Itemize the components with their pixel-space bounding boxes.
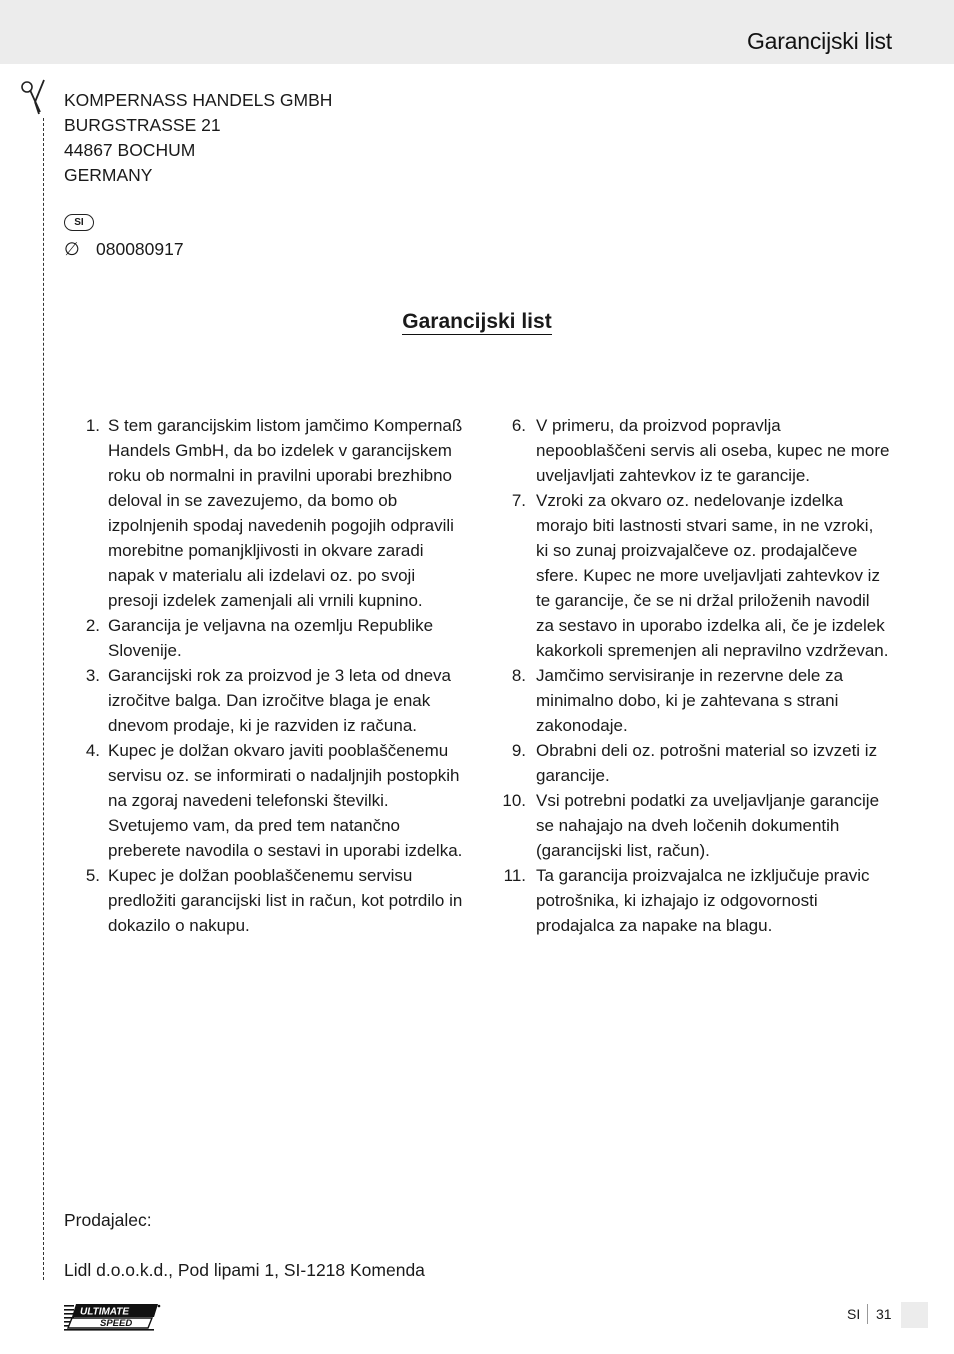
term-text: Vsi potrebni podatki za uveljavljanje garancije se nahajajo na dveh ločenih dokumentih (garancijski list, račun). (536, 791, 880, 860)
address-line: KOMPERNASS HANDELS GMBH (64, 90, 333, 110)
term-number: 9. (511, 741, 526, 760)
term-text: Vzroki za okvaro oz. nedelovanje izdelka morajo biti lastnosti stvari same, in ne vzroki, ki so zunaj proizvajalčeve oz. prodajalčeve sfere. Kupec ne more uveljavljati zahtevkov iz te garancije, če se ni držal priloženih navodil za sestavo in uporabo izdelka ali, če je izdelek kakorkoli spremenjen ali nepravilno vzdrževan. (536, 491, 889, 660)
term-item (488, 788, 890, 863)
address-line: BURGSTRASSE 21 (64, 115, 221, 135)
scissors-icon (18, 78, 48, 118)
brand-logo-line1: ULTIMATE (80, 1306, 130, 1318)
term-text: Garancijski rok za proizvod je 3 leta od dneva izročitve balga. Dan izročitve blaga je enak dnevom prodaje, ki je razviden iz računa. (108, 666, 452, 735)
term-text: Garancija je veljavna na ozemlju Republike Slovenije. (108, 616, 434, 660)
address-line: GERMANY (64, 165, 153, 185)
term-number: 2. (85, 616, 100, 635)
footer-tab (901, 1302, 928, 1328)
term-number: 6. (511, 416, 526, 435)
term-text: V primeru, da proizvod popravlja nepooblaščeni servis ali oseba, kupec ne more uveljavljati zahtevkov iz te garancije. (536, 416, 890, 485)
manufacturer-address (64, 88, 332, 188)
country-badge: SI (64, 214, 94, 231)
term-number: 11. (503, 866, 526, 885)
document-title (0, 310, 954, 334)
term-text: Obrabni deli oz. potrošni material so izvzeti iz garancije. (536, 741, 878, 785)
term-item (488, 663, 890, 738)
term-text: Kupec je dolžan pooblaščenemu servisu predložiti garancijski list in račun, kot potrdilo in dokazilo o nakupu. (108, 866, 463, 935)
phone-number: 080080917 (96, 239, 184, 259)
address-line: 44867 BOCHUM (64, 140, 196, 160)
term-item (488, 738, 890, 788)
terms-column-left (64, 413, 464, 938)
page-number: 31 (876, 1306, 892, 1322)
header-band (0, 0, 954, 64)
term-item (64, 413, 464, 613)
phone-row (64, 237, 184, 262)
term-item (64, 738, 464, 863)
brand-logo-line2: SPEED (100, 1318, 133, 1329)
term-number: 10. (502, 791, 526, 810)
term-item (64, 863, 464, 938)
term-number: 8. (511, 666, 526, 685)
term-text: Ta garancija proizvajalca ne izključuje pravic potrošnika, ki izhajajo iz odgovornosti prodajalca za napake na blagu. (536, 866, 870, 935)
term-text: Kupec je dolžan okvaro javiti pooblaščenemu servisu oz. se informirati o nadaljnjih postopkih na zgoraj navedeni telefonski številki. Svetujemo vam, da pred tem natančno preberete navodila o sestavi in uporabi izdelka. (108, 741, 463, 860)
terms-column-right (488, 413, 890, 938)
document-title-text: Garancijski list (402, 310, 552, 333)
term-number: 4. (85, 741, 100, 760)
term-item (488, 413, 890, 488)
seller-label: Prodajalec: (64, 1210, 152, 1230)
term-number: 1. (85, 416, 100, 435)
term-item (64, 663, 464, 738)
term-number: 3. (85, 666, 100, 685)
page-header-title: Garancijski list (746, 28, 892, 54)
term-number: 5. (85, 866, 100, 885)
term-item (64, 613, 464, 663)
seller-address: Lidl d.o.o.k.d., Pod lipami 1, SI-1218 Komenda (64, 1260, 425, 1280)
brand-logo (64, 1303, 162, 1333)
cut-line (43, 118, 44, 1280)
term-item (488, 488, 890, 663)
footer-language: SI (847, 1306, 861, 1322)
phone-icon: ∅ (64, 239, 80, 259)
term-text: S tem garancijskim listom jamčimo Kompernaß Handels GmbH, da bo izdelek v garancijskem roku ob normalni in pravilni uporabi brezhibno deloval in se zavezujemo, da bomo ob izpolnjenih spodaj navedenih pogojih odpravili morebitne pomanjkljivosti in okvare zaradi napak v materialu ali izdelavi oz. po svoji presoji izdelek zamenjali ali vrnili kupnino. (108, 416, 463, 610)
term-number: 7. (511, 491, 526, 510)
term-item (488, 863, 890, 938)
term-text: Jamčimo servisiranje in rezervne dele za minimalno dobo, ki je zahtevana s strani zakonodaje. (536, 666, 844, 735)
footer-divider (867, 1304, 868, 1324)
